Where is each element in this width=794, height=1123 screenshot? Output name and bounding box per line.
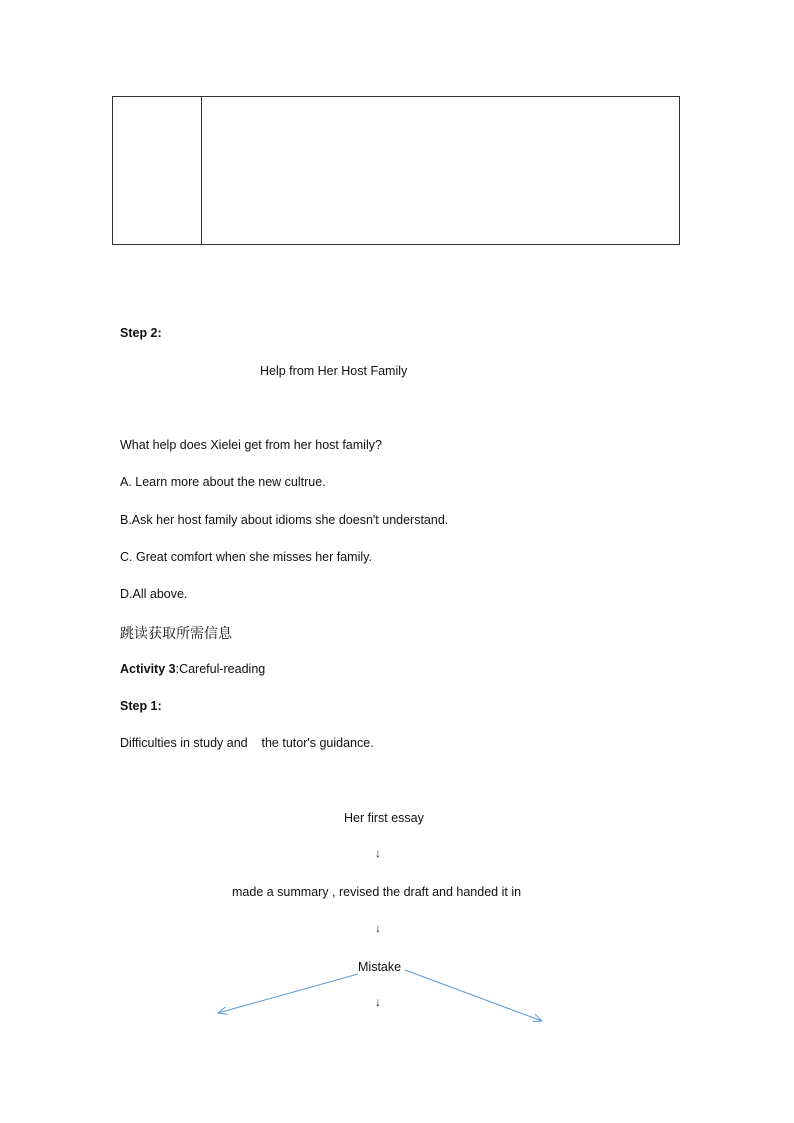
option-c: C. Great comfort when she misses her family. xyxy=(120,550,372,564)
activity3-heading xyxy=(120,662,265,676)
flow-node-mistake: Mistake xyxy=(358,960,402,974)
right-branch-arrow xyxy=(405,970,542,1021)
empty-table xyxy=(112,96,680,245)
step2-question: What help does Xielei get from her host family? xyxy=(120,438,382,452)
step2-label: Step 2: xyxy=(120,326,162,340)
option-a: A. Learn more about the new cultrue. xyxy=(120,475,326,489)
activity3-title: :Careful-reading xyxy=(175,662,266,676)
step1-label: Step 1: xyxy=(120,699,162,713)
left-branch-arrow xyxy=(218,974,358,1013)
down-arrow-icon: ↓ xyxy=(375,995,381,1009)
flow-node-summary: made a summary , revised the draft and handed it in xyxy=(232,885,522,899)
step1-text: Difficulties in study and the tutor's guidance. xyxy=(120,736,374,750)
option-d: D.All above. xyxy=(120,587,188,601)
down-arrow-icon: ↓ xyxy=(375,921,381,935)
activity3-label: Activity 3 xyxy=(120,662,176,676)
skim-reading-note: 跳读获取所需信息 xyxy=(120,626,232,642)
table-left-cell xyxy=(113,97,202,244)
step2-subtitle: Help from Her Host Family xyxy=(260,364,408,378)
down-arrow-icon: ↓ xyxy=(375,846,381,860)
flow-node-first-essay: Her first essay xyxy=(344,811,424,825)
option-b: B.Ask her host family about idioms she doesn't understand. xyxy=(120,513,449,527)
